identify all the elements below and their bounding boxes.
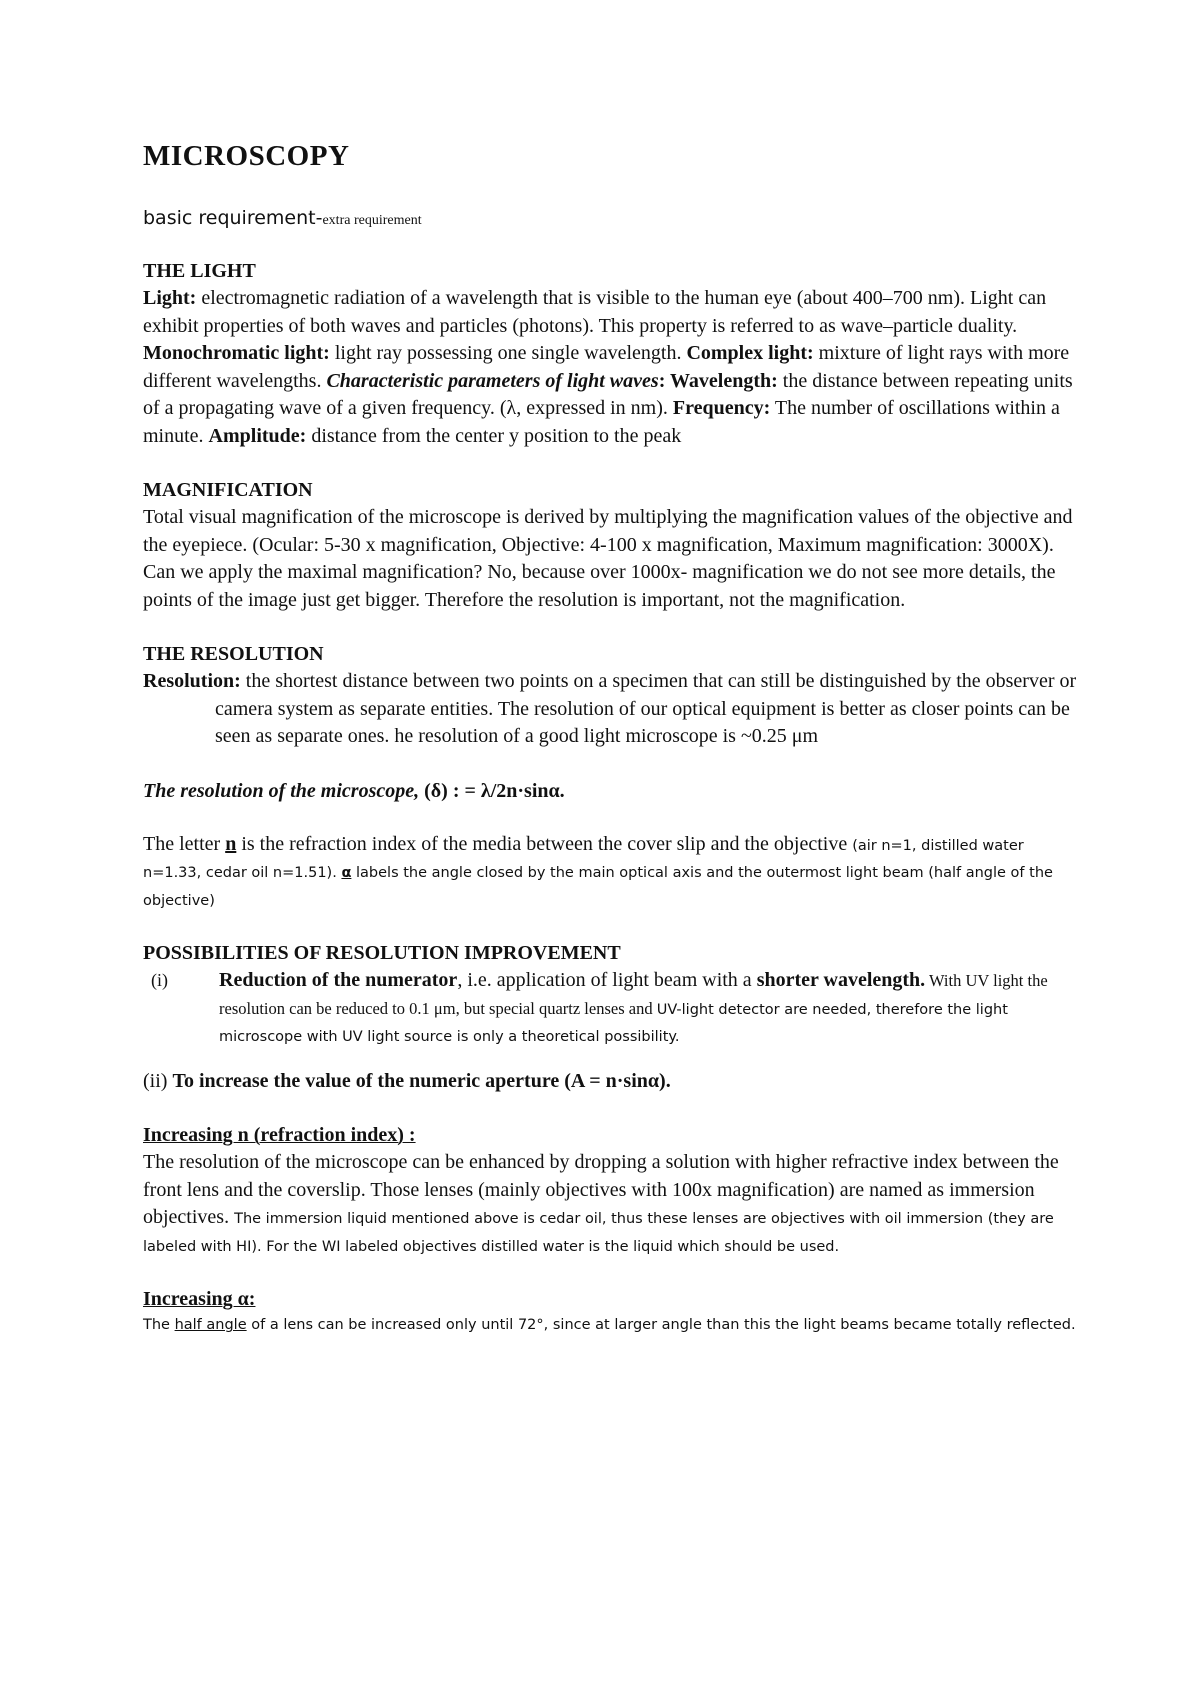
light-text-7: distance from the center y position to the peak [306,424,682,447]
subtitle-main: basic requirement- [143,207,323,229]
term-frequency: Frequency: [672,397,771,419]
light-paragraph [143,285,1083,450]
improvement-small-serif: With UV light the resolution can be reduced to 0.1 μm, but special quartz lenses and [219,971,1048,1018]
refraction-small-1: (air n=1, distilled water n=1.33, cedar oil n=1.51). [143,837,1024,881]
term-numeric-aperture: To increase the value of the numeric aperture (A = n·sinα). [172,1069,671,1092]
term-characteristic: Characteristic parameters of light waves [326,369,659,392]
increasing-n-text: The resolution of the microscope can be enhanced by dropping a solution with higher refractive index between the front lens and the coverslip. Those lenses (mainly objectives with 100x magnification) are named as immersion objectives. [143,1151,1059,1228]
list-marker-ii: (ii) [143,1069,173,1092]
section-heading-improvement: POSSIBILITIES OF RESOLUTION IMPROVEMENT [143,942,621,964]
increasing-n-paragraph [143,1149,1083,1259]
improvement-small-sans: UV-light detector are needed, therefore the light microscope with UV light source is only a theoretical possibility. [219,1001,1008,1045]
term-monochromatic: Monochromatic light: [143,342,330,364]
refraction-mid: is the refraction index of the media between the cover slip and the objective [236,832,853,855]
term-resolution: Resolution: [143,670,241,692]
alpha-text-2: of a lens can be increased only until 72°, since at larger angle than this the light beams became totally reflected. [246,1317,1076,1333]
section-resolution [143,640,1083,751]
increasing-n-small: The immersion liquid mentioned above is cedar oil, thus these lenses are objectives with oil immersion (they are labeled with HI). For the WI labeled objectives distilled water is the liquid which should be used. [143,1211,1054,1255]
resolution-paragraph [143,668,1083,751]
section-increasing-alpha [143,1285,1083,1337]
light-text-6: The number of oscillations within a minute. [143,397,1060,447]
list-item-ii [143,1068,1083,1096]
section-magnification [143,476,1083,614]
formula-delta: (δ) [424,779,448,802]
page-title: MICROSCOPY [143,140,350,172]
document-page [143,140,1083,1337]
half-angle-term: half angle [174,1317,247,1333]
light-text-1: electromagnetic radiation of a wavelength that is visible to the human eye (about 400–700 nm). Light can exhibit properties of both waves and particles (photons). This property is referred to as wave–particle duality. [143,287,1047,337]
term-amplitude: Amplitude: [208,424,307,447]
light-text-5: the distance between repeating units of a propagating wave of a given frequency. (λ, expressed in nm). [143,369,1073,419]
list-item-i [143,967,1083,1050]
refraction-paragraph [143,831,1083,914]
section-heading-light: THE LIGHT [143,260,256,282]
refraction-pre: The letter [143,832,226,855]
formula-expr: : = λ/2n·sinα. [447,779,565,802]
term-shorter-wavelength: shorter wavelength. [756,969,926,991]
light-colon: : [658,369,670,392]
term-complex: Complex light: [686,342,814,364]
subtitle-small: extra requirement [322,213,422,228]
refraction-small-2: labels the angle closed by the main optical axis and the outermost light beam (half angle of the objective) [143,865,1053,909]
resolution-formula [143,777,1083,805]
heading-increasing-alpha: Increasing α: [143,1288,256,1310]
section-heading-resolution: THE RESOLUTION [143,643,324,665]
section-light [143,257,1083,450]
magnification-paragraph: Total visual magnification of the microscope is derived by multiplying the magnification values of the objective and the eyepiece. (Ocular: 5-30 x magnification, Objective: 4-100 x magnification, Maximum magnification: 3000X). Can we apply the maximal magnification? No, because over 1000x- magnification we do not see more details, the points of the image just get bigger. Therefore the resolution is important, not the magnification. [143,506,1073,611]
light-text-2: light ray possessing one single wavelength. [329,342,687,364]
light-text-3: mixture of light rays with more different wavelengths. [143,342,1070,392]
heading-increasing-n: Increasing n (refraction index) : [143,1124,416,1146]
increasing-alpha-paragraph [143,1313,1083,1337]
section-heading-magnification: MAGNIFICATION [143,479,313,501]
resolution-text: the shortest distance between two points on a specimen that can still be distinguished by the observer or camera system as separate entities. The resolution of our optical equipment is better as closer points can be seen as separate ones. he resolution of a good light microscope is ~0.25 μm [215,670,1077,747]
section-improvement [143,939,1083,1095]
letter-n: n [225,832,237,855]
section-increasing-n [143,1121,1083,1259]
improvement-text-1: , i.e. application of light beam with a [457,969,757,991]
term-numerator: Reduction of the numerator [219,969,458,991]
term-wavelength: Wavelength: [670,369,778,392]
formula-label: The resolution of the microscope, [143,779,425,802]
subtitle [143,207,1083,229]
term-light: Light: [143,287,197,309]
letter-alpha: α [341,865,352,881]
list-marker-i: (i) [151,970,168,990]
alpha-text-1: The [143,1317,175,1333]
